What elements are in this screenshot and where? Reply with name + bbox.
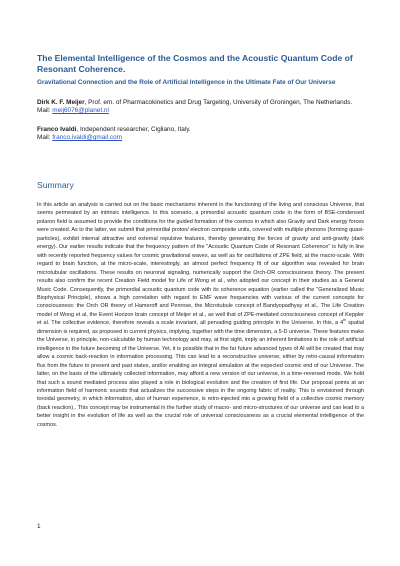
author-name: Franco Ivaldi (37, 126, 77, 133)
mail-label: Mail: (37, 134, 53, 142)
author-affiliation: , Prof. em. of Pharmacokinetics and Drug Targeting, University of Groningen, The Netherlands. (84, 99, 353, 106)
paper-title: The Elemental Intelligence of the Cosmos and the Acoustic Quantum Code of Resonant Coherence. (37, 53, 353, 74)
author-block-ivaldi (37, 126, 367, 143)
ordinal-superscript: th (343, 318, 347, 323)
author-name: Dirk K. F. Meijer (37, 99, 85, 106)
author-mail-row (37, 107, 367, 115)
mail-label: Mail: (37, 107, 53, 115)
summary-heading: Summary (37, 180, 74, 190)
summary-text-part1: In this article an analysis is carried out on the basic mechanisms inherent in the functioning of the living and conscious Universe, that seems permeated by an intrinsic intelligence. In this scenario, a primordial acoustic quantum code in the form of BSE-condensed polaron field is assumed to provide the conditions for the guided formation of the cosmos in which also Gravity and Dark energy forces were created. As to the latter, we submit that primordial proton/ electron composite units, covered with multiple phonons (forming quasi-particles), exhibit internal attractive and external repulsive features, thereby generating the forces of gravity and anti-gravity (dark energy). Our earlier results indicate that the frequency pattern of the "Acoustic Quantum Code of Resonant Coherence" is fully in line with recently reported frequency values for cosmic gravitational waves, as well as for oscillations of ZPE field, at the macro-scale. With regard to brain function, at the micro-scale, interestingly, an almost perfect frequency fit of our algorithm was revealed for brain microtubular oscillations. These results on neuronal signaling, numerically support the Orch-OR consciousness theory. The present results also confirm the recent Creation Field model for Life of Wong et al., who adopted our concept in their studies as a General Music Code. Consequently, the primordial acoustic quantum code with its coherence equation (earlier called the "Generalized Music Biophysical Principle), shows a high correlation with regard to EMF wave frequencies with various of the current concepts for consciousness: the Orch OR theory of Hameroff and Penrose, the Microtubule concept of Bandyopadhyay et al., The Life Creation model of Wong et al, the Event Horizon brain concept of Meijer et al., as well that of ZPE-mediated consciousness concept of Keppler et al. The collective evidence, therefore reveals a scale invariant, all pervading guiding principle in the Universe. In this, a 4 (37, 202, 364, 327)
author-block-meijer (37, 99, 367, 116)
author-affiliation: , Independent researcher, Cigliano, Italy. (76, 126, 191, 133)
paper-subtitle: Gravitational Connection and the Role of Artificial Intelligence in the Ultimate Fate of Our Universe (37, 79, 336, 86)
author-email-link[interactable]: franco.ivaldi@gmail.com (52, 134, 122, 142)
summary-text-part2: spatial dimension is required, as proposed in current physics, implying, together with the time dimension, a 5-D universe. These features make the Universe, in principle, non-calculable by human technology and may, at first sight, imply an inherent limitations in the role of artificial intelligence in the future becoming of the Universe. Yet, it is possible that in the far future advanced types of AI will be created that may allow a cosmic back-reaction in information processing. This can lead to a reconstructive universe, either by retro-causal information flux from the future to present and past states, and/or enabling an integral simulation at the expected cosmic end of our Universe. The latter, on the basis of the ultimately collected information, may afford a new version of our universe, in a time-reversed mode. We hold that such a sound mediated process also played a role in biological evolution and the creation of first life. Our proposal points at an information field of harmonic sounds that actualizes the successive steps in the ongoing fabric of reality. This is envisioned through toroidal geometry, in which information, also of human experience, is retro-injected into a growing field of a collective cosmic memory (back reaction).. This concept may be instrumental in the further study of macro- and micro-structures of our universe and can lead to a better insight in the evolution of life as well as the crucial role of universal consciousness as a crucial elemental intelligence of the cosmos. (37, 320, 365, 428)
page-number: 1 (37, 523, 41, 530)
author-mail-row (37, 134, 367, 142)
summary-paragraph (37, 201, 364, 429)
author-email-link[interactable]: meij6076@planet.nl (52, 107, 109, 115)
